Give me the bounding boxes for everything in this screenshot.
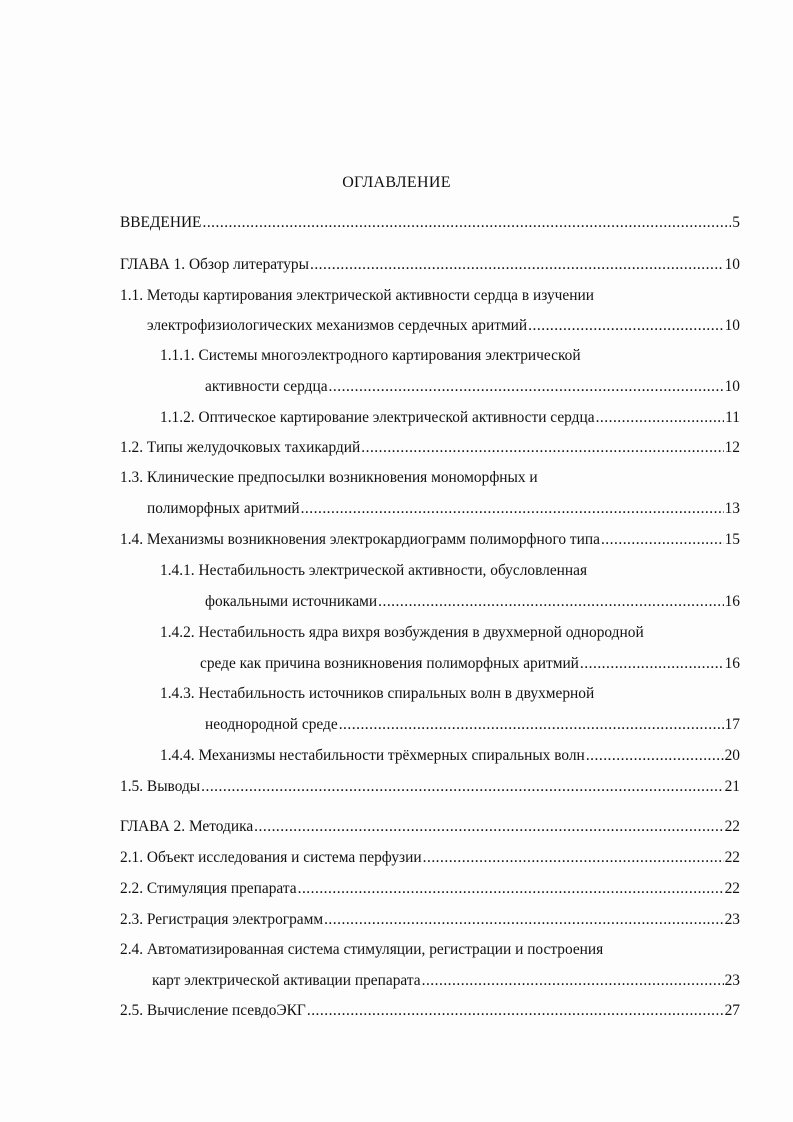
toc-leader-dots	[310, 256, 724, 274]
toc-leader-dots	[580, 655, 724, 673]
toc-leader-dots	[528, 317, 723, 335]
toc-entry-1-1-line2	[147, 317, 740, 335]
toc-leader-dots	[423, 849, 724, 867]
toc-leader-dots	[324, 911, 724, 929]
toc-entry-2-4-line2	[152, 972, 740, 990]
toc-leader-dots	[378, 593, 723, 611]
toc-page-number: 17	[724, 716, 740, 733]
toc-page-number: 22	[724, 880, 740, 897]
toc-entry-1-3-line1: 1.3. Клинические предпосылки возникновения мономорфных и	[120, 469, 538, 486]
toc-entry-1-1-2	[160, 409, 740, 427]
toc-page-number: 21	[724, 778, 740, 795]
toc-page-number: 23	[724, 972, 740, 989]
toc-entry-1-4	[120, 531, 740, 549]
toc-leader-dots	[601, 531, 724, 549]
toc-page-number: 22	[724, 849, 740, 866]
toc-entry-1-4-2-line2	[200, 655, 740, 673]
toc-entry-text: 1.4. Механизмы возникновения электрокардиограмм полиморфного типа	[120, 531, 600, 548]
toc-entry-introduction	[120, 214, 740, 232]
toc-leader-dots	[329, 378, 724, 396]
toc-entry-2-3	[120, 911, 740, 929]
toc-leader-dots	[307, 1002, 724, 1020]
toc-entry-1-4-2-line1: 1.4.2. Нестабильность ядра вихря возбуждения в двухмерной однородной	[160, 624, 644, 641]
toc-entry-1-4-3-line1: 1.4.3. Нестабильность источников спиральных волн в двухмерной	[160, 685, 595, 702]
toc-entry-1-4-4	[160, 747, 740, 765]
toc-entry-text: карт электрической активации препарата	[152, 972, 421, 989]
toc-leader-dots	[301, 500, 724, 518]
toc-entry-text: 2.1. Объект исследования и система перфузии	[120, 849, 422, 866]
toc-page-number: 20	[724, 747, 740, 764]
toc-entry-text: ГЛАВА 1. Обзор литературы	[120, 256, 309, 273]
toc-page-number: 16	[724, 593, 740, 610]
toc-leader-dots	[298, 880, 724, 898]
toc-leader-dots	[254, 818, 723, 836]
toc-leader-dots	[361, 439, 723, 457]
toc-page-number: 10	[724, 378, 740, 395]
toc-entry-1-1-1-line2	[205, 378, 740, 396]
toc-entry-text: активности сердца	[205, 378, 328, 395]
toc-page-number: 5	[732, 214, 740, 231]
toc-page-number: 22	[724, 818, 740, 835]
toc-page-number: 15	[724, 531, 740, 548]
toc-leader-dots	[586, 747, 724, 765]
toc-entry-text: ГЛАВА 2. Методика	[120, 818, 254, 835]
toc-entry-text: 1.2. Типы желудочковых тахикардий	[120, 439, 361, 456]
toc-entry-text: 2.2. Стимуляция препарата	[120, 880, 297, 897]
toc-entry-1-4-3-line2	[205, 716, 740, 734]
toc-page-number: 27	[724, 1002, 740, 1019]
toc-entry-text: неоднородной среде	[205, 716, 338, 733]
page-title: ОГЛАВЛЕНИЕ	[342, 174, 451, 191]
toc-entry-1-4-1-line2	[205, 593, 740, 611]
toc-entry-1-5	[120, 778, 740, 796]
toc-page-number: 23	[724, 911, 740, 928]
toc-entry-2-1	[120, 849, 740, 867]
toc-entry-text: ВВЕДЕНИЕ	[120, 214, 202, 231]
toc-page-number: 16	[724, 655, 740, 672]
toc-entry-text: 1.4.4. Механизмы нестабильности трёхмерных спиральных волн	[160, 747, 585, 764]
toc-entry-1-2	[120, 439, 740, 457]
toc-leader-dots	[202, 214, 731, 232]
toc-entry-1-1-line1: 1.1. Методы картирования электрической активности сердца в изучении	[120, 287, 594, 304]
toc-page-number: 13	[724, 500, 740, 517]
toc-entry-text: электрофизиологических механизмов сердечных аритмий	[147, 317, 528, 334]
toc-entry-text: 1.5. Выводы	[120, 778, 201, 795]
toc-entry-text: среде как причина возникновения полиморфных аритмий	[200, 655, 579, 672]
toc-page-number: 10	[724, 317, 740, 334]
toc-entry-2-5	[120, 1002, 740, 1020]
toc-entry-chapter-2	[120, 818, 740, 836]
toc-page-number: 12	[724, 439, 740, 456]
toc-entry-2-4-line1: 2.4. Автоматизированная система стимуляции, регистрации и построения	[120, 941, 604, 958]
toc-entry-text: 1.1.2. Оптическое картирование электрической активности сердца	[160, 409, 595, 426]
toc-entry-text: 2.3. Регистрация электрограмм	[120, 911, 324, 928]
toc-entry-2-2	[120, 880, 740, 898]
toc-leader-dots	[201, 778, 723, 796]
toc-entry-chapter-1	[120, 256, 740, 274]
toc-leader-dots	[596, 409, 725, 427]
toc-entry-text: полиморфных аритмий	[147, 500, 300, 517]
toc-page-number: 10	[724, 256, 740, 273]
toc-leader-dots	[339, 716, 724, 734]
toc-entry-1-3-line2	[147, 500, 740, 518]
toc-page-number: 11	[725, 409, 740, 426]
toc-entry-text: фокальными источниками	[205, 593, 378, 610]
toc-entry-1-1-1-line1: 1.1.1. Системы многоэлектродного картирования электрической	[160, 347, 581, 364]
toc-leader-dots	[422, 972, 724, 990]
toc-entry-1-4-1-line1: 1.4.1. Нестабильность электрической активности, обусловленная	[160, 562, 588, 579]
toc-entry-text: 2.5. Вычисление псевдоЭКГ	[120, 1002, 306, 1019]
